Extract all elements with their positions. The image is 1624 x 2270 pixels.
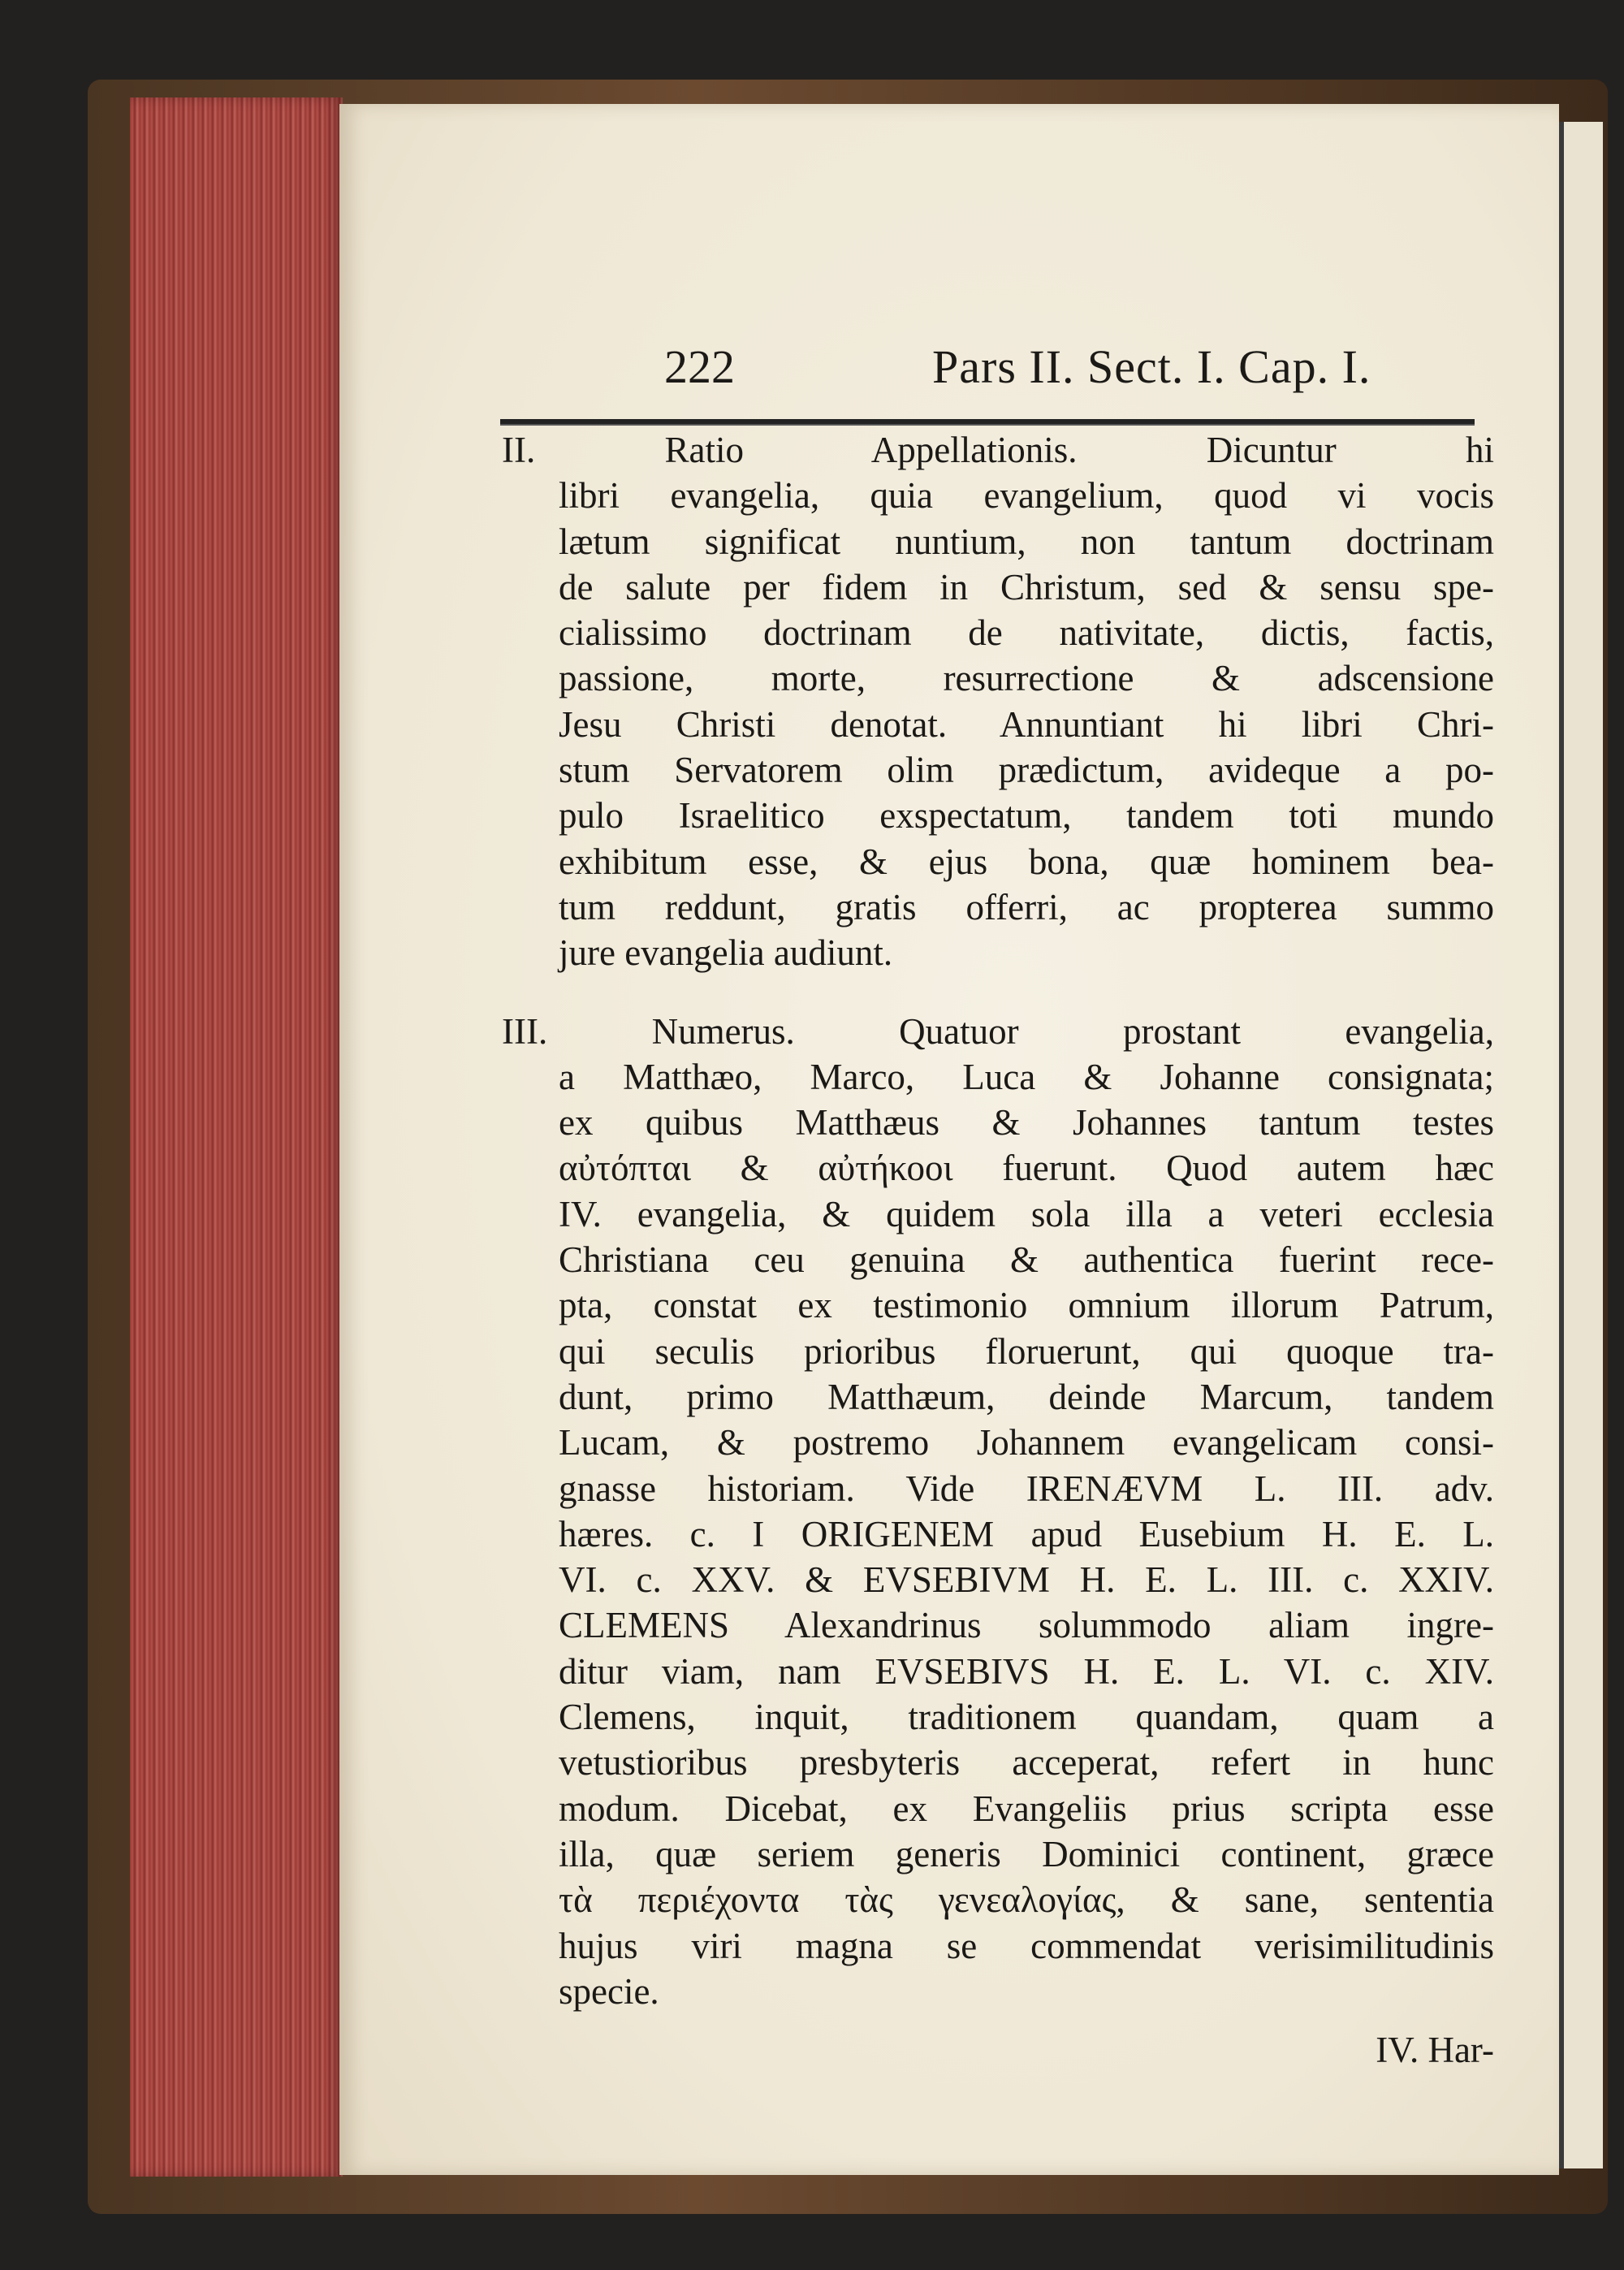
text-line: cialissimo doctrinam de nativitate, dictis, factis, (559, 612, 1494, 654)
text-line: lætum significat nuntium, non tantum doctrinam (559, 521, 1494, 562)
text-line: ex quibus Matthæus & Johannes tantum testes (559, 1102, 1494, 1144)
section-ratio-appellationis (502, 427, 1494, 976)
text-line: vetustioribus presbyteris acceperat, refert in hunc (559, 1742, 1494, 1784)
text-line: de salute per fidem in Christum, sed & sensu spe- (559, 566, 1494, 607)
text-line: Christiana ceu genuina & authentica fuerint rece- (559, 1239, 1494, 1281)
text-line: Lucam, & postremo Johannem evangelicam consi- (559, 1422, 1494, 1464)
page-edge (130, 97, 343, 2177)
text-line: III. Numerus. Quatuor prostant evangelia, (502, 1010, 1494, 1052)
book-page (339, 104, 1559, 2175)
text-line: specie. (559, 1970, 659, 2012)
text-line: gnasse historiam. Vide IRENÆVM L. III. adv. (559, 1468, 1494, 1509)
text-line: Jesu Christi denotat. Annuntiant hi libri Chri- (559, 703, 1494, 745)
text-line: libri evangelia, quia evangelium, quod vi vocis (559, 475, 1494, 517)
page-number: 222 (664, 340, 735, 393)
section-numerus (502, 1009, 1494, 2015)
text-line: tum reddunt, gratis offerri, ac propterea summo (559, 886, 1494, 927)
body-text (502, 427, 1494, 2073)
text-line: αὐτόπται & αὐτήκοοι fuerunt. Quod autem hæc (559, 1148, 1494, 1189)
header-rule (500, 419, 1475, 426)
running-head (502, 339, 1559, 404)
text-line: Clemens, inquit, traditionem quandam, quam a (559, 1697, 1494, 1738)
text-line: CLEMENS Alexandrinus solummodo aliam ingre- (559, 1605, 1494, 1646)
text-line: hæres. c. I ORIGENEM apud Eusebium H. E. L. (559, 1513, 1494, 1554)
text-line: hujus viri magna se commendat verisimilitudinis (559, 1925, 1494, 1966)
text-line: pta, constat ex testimonio omnium illorum Patrum, (559, 1285, 1494, 1326)
text-line: τὰ περιέχοντα τὰς γενεαλογίας, & sane, sententia (559, 1879, 1494, 1921)
text-line: a Matthæo, Marco, Luca & Johanne consignata; (559, 1056, 1494, 1097)
text-line: II. Ratio Appellationis. Dicuntur hi (502, 430, 1494, 470)
text-line: illa, quæ seriem generis Dominici continent, græce (559, 1833, 1494, 1874)
text-line: dunt, primo Matthæum, deinde Marcum, tandem (559, 1376, 1494, 1417)
text-line: stum Servatorem olim prædictum, avideque a po- (559, 750, 1494, 791)
running-title: Pars II. Sect. I. Cap. I. (932, 340, 1371, 393)
catchword: IV. Har- (1376, 2030, 1494, 2071)
text-line: passione, morte, resurrectione & adscensione (559, 658, 1494, 699)
text-line: qui seculis prioribus floruerunt, qui quoque tra- (559, 1330, 1494, 1372)
text-line: VI. c. XXV. & EVSEBIVM H. E. L. III. c. XXIV. (559, 1559, 1494, 1601)
text-line: ditur viam, nam EVSEBIVS H. E. L. VI. c. XIV. (559, 1650, 1494, 1692)
facing-page-edge (1559, 122, 1603, 2168)
text-line: pulo Israelitico exspectatum, tandem toti mundo (559, 795, 1494, 837)
text-line: exhibitum esse, & ejus bona, quæ hominem bea- (559, 841, 1494, 882)
text-line: IV. evangelia, & quidem sola illa a veteri ecclesia (559, 1193, 1494, 1234)
text-line: modum. Dicebat, ex Evangeliis prius scripta esse (559, 1788, 1494, 1829)
text-line: jure evangelia audiunt. (559, 932, 893, 974)
